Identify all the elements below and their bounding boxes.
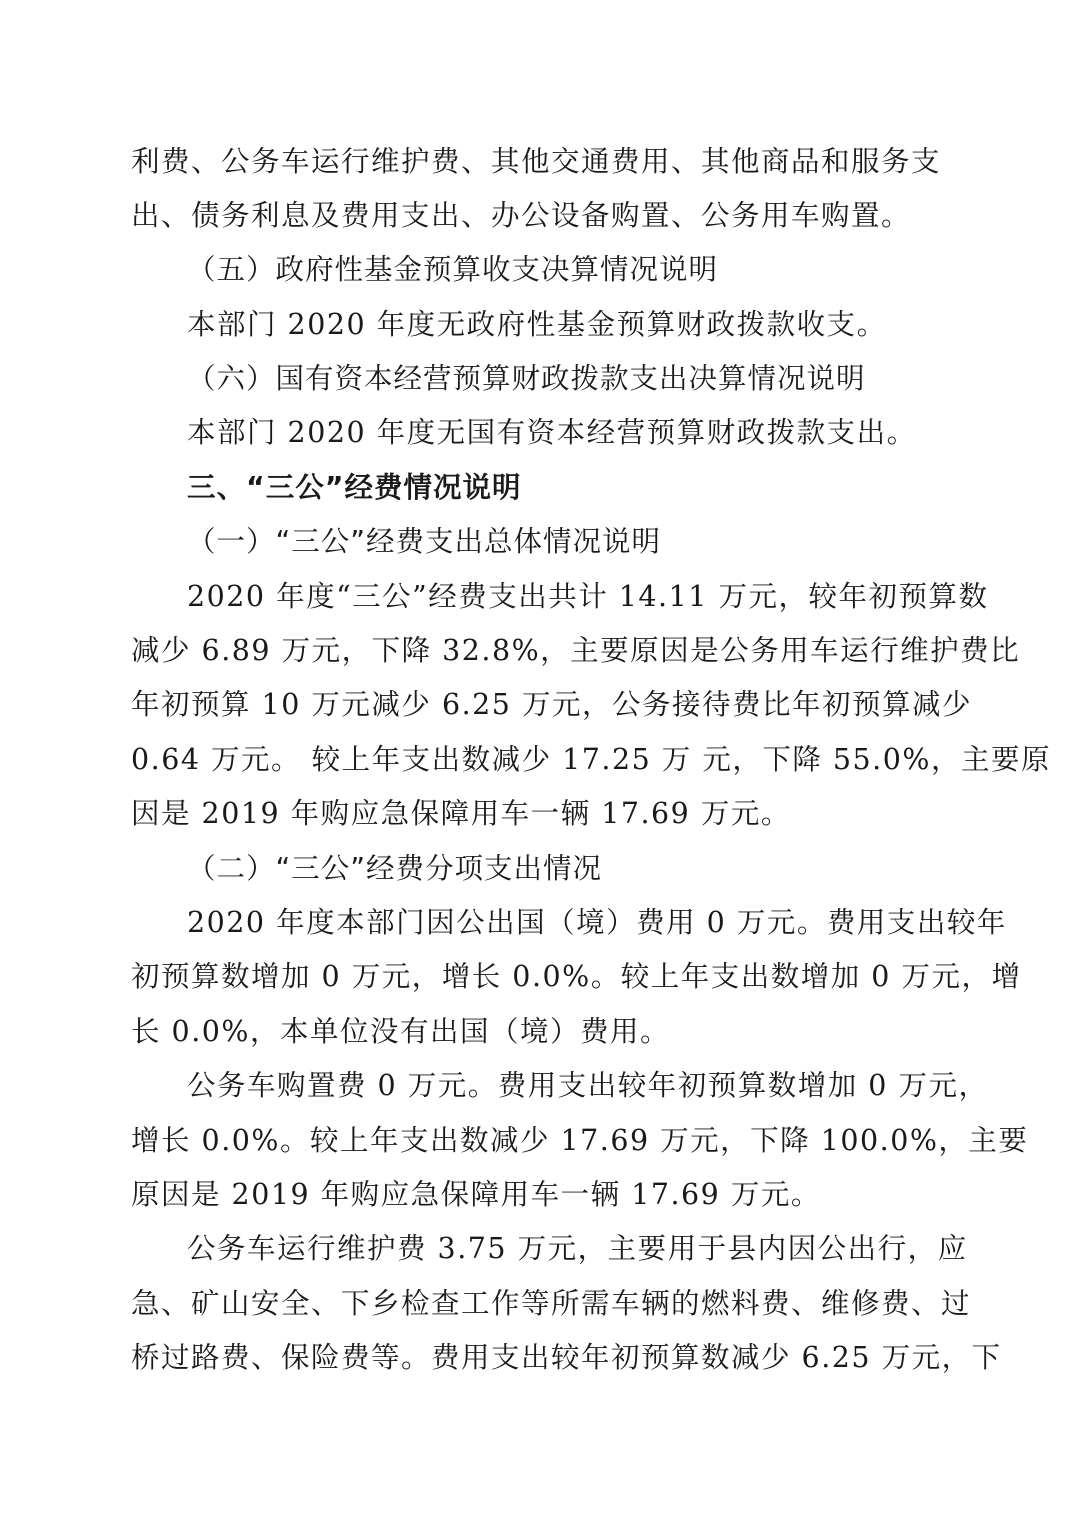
text-line: 年初预算 10 万元减少 6.25 万元，公务接待费比年初预算减少 [131,688,972,721]
text-line: 长 0.0%，本单位没有出国（境）费用。 [131,1015,670,1048]
text-line: 出、债务利息及费用支出、办公设备购置、公务用车购置。 [131,199,912,232]
section-heading: （六）国有资本经营预算财政拨款支出决算情况说明 [187,362,866,395]
section-heading: （五）政府性基金预算收支决算情况说明 [187,253,719,286]
text-line: 本部门 2020 年度无国有资本经营预算财政拨款支出。 [187,416,917,449]
text-line: 因是 2019 年购应急保障用车一辆 17.69 万元。 [131,797,791,830]
text-line: 公务车运行维护费 3.75 万元，主要用于县内因公出行，应 [187,1232,968,1265]
text-line: 利费、公务车运行维护费、其他交通费用、其他商品和服务支 [131,145,942,178]
text-line: 本部门 2020 年度无政府性基金预算财政拨款收支。 [187,308,887,341]
text-line: 公务车购置费 0 万元。费用支出较年初预算数增加 0 万元， [187,1069,989,1102]
section-heading: （一）“三公”经费支出总体情况说明 [187,525,662,558]
section-heading: （二）“三公”经费分项支出情况 [187,852,603,885]
text-line: 0.64 万元。 较上年支出数减少 17.25 万 元，下降 55.0%，主要原 [131,743,1051,776]
text-line: 原因是 2019 年购应急保障用车一辆 17.69 万元。 [131,1178,821,1211]
chapter-heading: 三、“三公”经费情况说明 [187,471,522,504]
text-line: 2020 年度“三公”经费支出共计 14.11 万元，较年初预算数 [187,580,989,613]
text-line: 急、矿山安全、下乡检查工作等所需车辆的燃料费、维修费、过 [131,1287,972,1320]
text-line: 2020 年度本部门因公出国（境）费用 0 万元。费用支出较年 [187,906,1007,939]
text-line: 增长 0.0%。较上年支出数减少 17.69 万元，下降 100.0%，主要 [131,1124,1029,1157]
text-line: 减少 6.89 万元，下降 32.8%，主要原因是公务用车运行维护费比 [131,634,1021,667]
text-line: 桥过路费、保险费等。费用支出较年初预算数减少 6.25 万元，下 [131,1341,1002,1374]
text-line: 初预算数增加 0 万元，增长 0.0%。较上年支出数增加 0 万元，增 [131,960,1022,993]
